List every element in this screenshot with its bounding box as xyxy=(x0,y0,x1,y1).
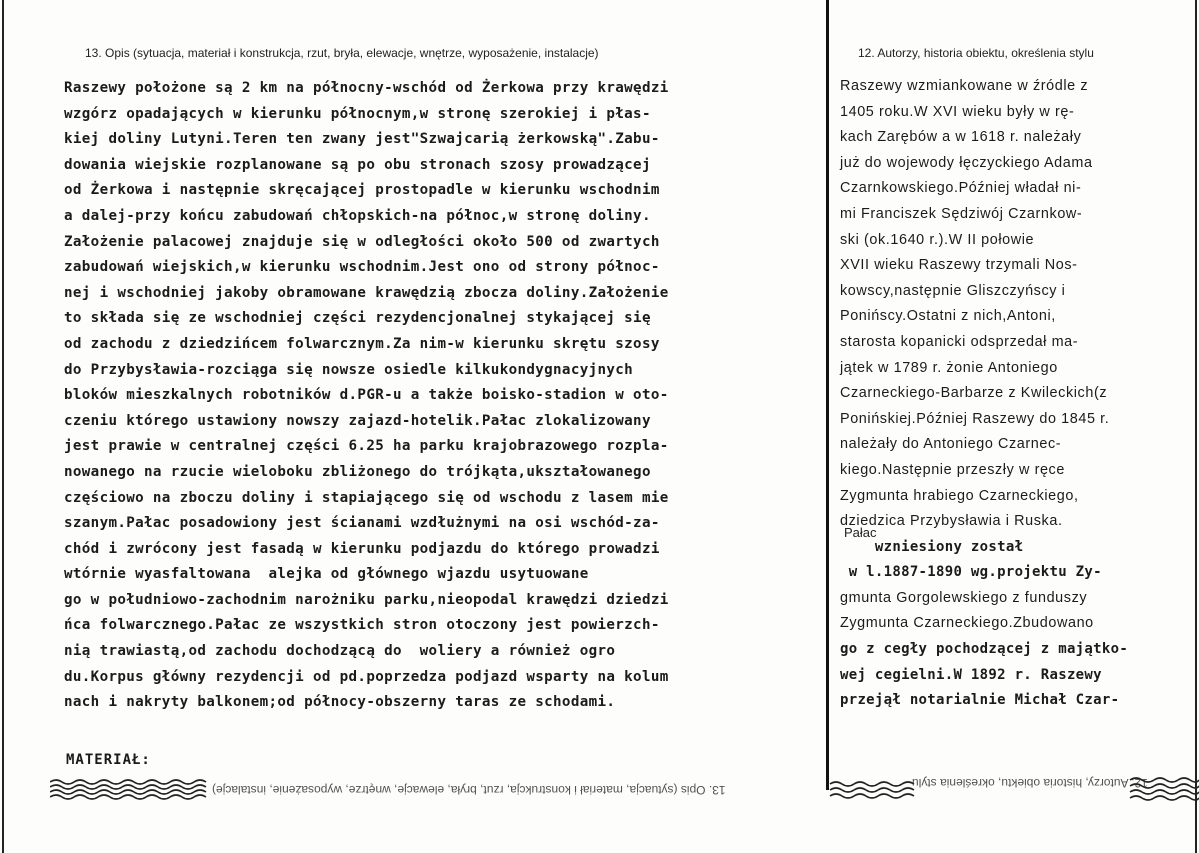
description-line: nach i nakryty balkonem;od północy-obszerny taras ze schodami. xyxy=(64,694,616,711)
history-line: Czarnkowskiego.Później władał ni- xyxy=(840,180,1082,197)
history-line: należały do Antoniego Czarnec- xyxy=(840,436,1062,453)
history-line: już do wojewody łęczyckiego Adama xyxy=(840,154,1093,171)
history-line: Czarneckiego-Barbarze z Kwileckich(z xyxy=(840,385,1108,402)
description-line: to składa się ze wschodniej części rezydencjonalnej stykającej się xyxy=(64,310,651,327)
history-line: jątek w 1789 r. żonie Antoniego xyxy=(840,359,1058,376)
page-edge-right xyxy=(1195,0,1197,853)
description-line: a dalej-przy końcu zabudowań chłopskich-na północ,w stronę doliny. xyxy=(64,207,651,224)
description-line: wzgórz opadających w kierunku północnym,w stronę szerokiej i płas- xyxy=(64,105,651,122)
description-line: dowania wiejskie rozplanowane są po obu stronach szosy prowadzącej xyxy=(64,156,651,173)
description-line: częściowo na zboczu doliny i stapiającego się od wschodu z lasem mie xyxy=(64,489,669,506)
history-line: mi Franciszek Sędziwój Czarnkow- xyxy=(840,205,1083,222)
description-line: jest prawie w centralnej części 6.25 ha parku krajobrazowego rozpla- xyxy=(64,438,669,455)
history-line: kiego.Następnie przeszły w ręce xyxy=(840,461,1065,478)
description-line: zabudowań wiejskich,w kierunku wschodnim.Jest ono od strony północ- xyxy=(64,259,660,276)
history-line: ski (ok.1640 r.).W II połowie xyxy=(840,231,1035,248)
history-line: go z cegły pochodzącej z majątko- xyxy=(840,641,1129,658)
history-line: Zygmunta hrabiego Czarneckiego, xyxy=(840,487,1079,504)
description-line: kiej doliny Lutyni.Teren ten zwany jest"Szwajcarią żerkowską".Zabu- xyxy=(64,131,660,148)
history-line: starosta kopanicki odsprzedał ma- xyxy=(840,333,1079,350)
description-line: nowanego na rzucie wieloboku zbliżonego do trójkąta,ukształowanego xyxy=(64,463,651,480)
description-line: chód i zwrócony jest fasadą w kierunku podjazdu do którego prowadzi xyxy=(64,540,660,557)
history-line: wzniesiony został xyxy=(840,538,1024,555)
description-line: wtórnie wyasfaltowana alejka od głównego wjazdu usytuowane xyxy=(64,566,589,583)
description-line: bloków mieszkalnych robotników d.PGR-u a także boisko-stadion w oto- xyxy=(64,387,669,404)
handwritten-insert-palac: Pałac xyxy=(844,525,877,540)
history-line: w l.1887-1890 wg.projektu Zy- xyxy=(840,564,1102,581)
history-line: wej cegielni.W 1892 r. Raszewy xyxy=(840,666,1102,683)
description-line: nią trawiastą,od zachodu dochodzącą do woliery a również ogro xyxy=(64,643,616,660)
description-line: Założenie palacowej znajduje się w odległości około 500 od zwartych xyxy=(64,233,660,250)
mirrored-section-12-header: 12. Autorzy, historia obiektu, określenia stylu xyxy=(912,776,1148,790)
description-text-block xyxy=(64,76,794,716)
column-divider xyxy=(826,0,829,790)
description-line: czeniu którego ustawiony nowszy zajazd-hotelik.Pałac zlokalizowany xyxy=(64,412,651,429)
history-line: przejął notarialnie Michał Czar- xyxy=(840,692,1120,709)
history-line: Ponińskiej.Później Raszewy do 1845 r. xyxy=(840,410,1110,427)
description-line: du.Korpus główny rezydencji od pd.poprzedza podjazd wsparty na kolum xyxy=(64,668,669,685)
description-line: go w południowo-zachodnim narożniku parku,nieopodal krawędzi dziedzi xyxy=(64,591,669,608)
history-line: XVII wieku Raszewy trzymali Nos- xyxy=(840,257,1078,274)
description-line: ńca folwarcznego.Pałac ze wszystkich stron otoczony jest powierzch- xyxy=(64,617,660,634)
history-line: 1405 roku.W XVI wieku były w rę- xyxy=(840,103,1075,120)
mirrored-section-13-header: 13. Opis (sytuacja, materiał i konstrukcja, rzut, bryła, elewacje, wnętrze, wyposażenie, instalacje) xyxy=(212,783,726,797)
history-line: Ponińscy.Ostatni z nich,Antoni, xyxy=(840,308,1056,325)
material-label: MATERIAŁ: xyxy=(66,752,151,768)
history-text-block xyxy=(840,74,1190,714)
description-line: nej i wschodniej jakoby obramowane krawędzią zbocza doliny.Założenie xyxy=(64,284,669,301)
description-line: od zachodu z dziedzińcem folwarcznym.Za nim-w kierunku skrętu szosy xyxy=(64,335,660,352)
description-line: szanym.Pałac posadowiony jest ścianami wzdłużnymi na osi wschód-za- xyxy=(64,515,660,532)
history-line: gmunta Gorgolewskiego z funduszy xyxy=(840,589,1088,606)
history-line: dziedzica Przybysławia i Ruska. xyxy=(840,513,1063,530)
description-line: od Żerkowa i następnie skręcającej prostopadle w kierunku wschodnim xyxy=(64,182,660,199)
history-line: kowscy,następnie Gliszczyńscy i xyxy=(840,282,1066,299)
description-line: Raszewy położone są 2 km na północny-wschód od Żerkowa przy krawędzi xyxy=(64,80,669,96)
page-edge-left xyxy=(2,0,4,853)
description-line: do Przybysławia-rozciąga się nowsze osiedle kilkukondygnacyjnych xyxy=(64,361,634,378)
history-line: kach Zarębów a w 1618 r. należały xyxy=(840,129,1082,146)
section-13-header: 13. Opis (sytuacja, materiał i konstrukcja, rzut, bryła, elewacje, wnętrze, wyposażenie, instalacje) xyxy=(85,46,599,60)
history-line: Raszewy wzmiankowane w źródle z xyxy=(840,78,1089,94)
history-line: Zygmunta Czarneckiego.Zbudowano xyxy=(840,615,1094,632)
section-12-header: 12. Autorzy, historia obiektu, określenia stylu xyxy=(858,46,1094,60)
